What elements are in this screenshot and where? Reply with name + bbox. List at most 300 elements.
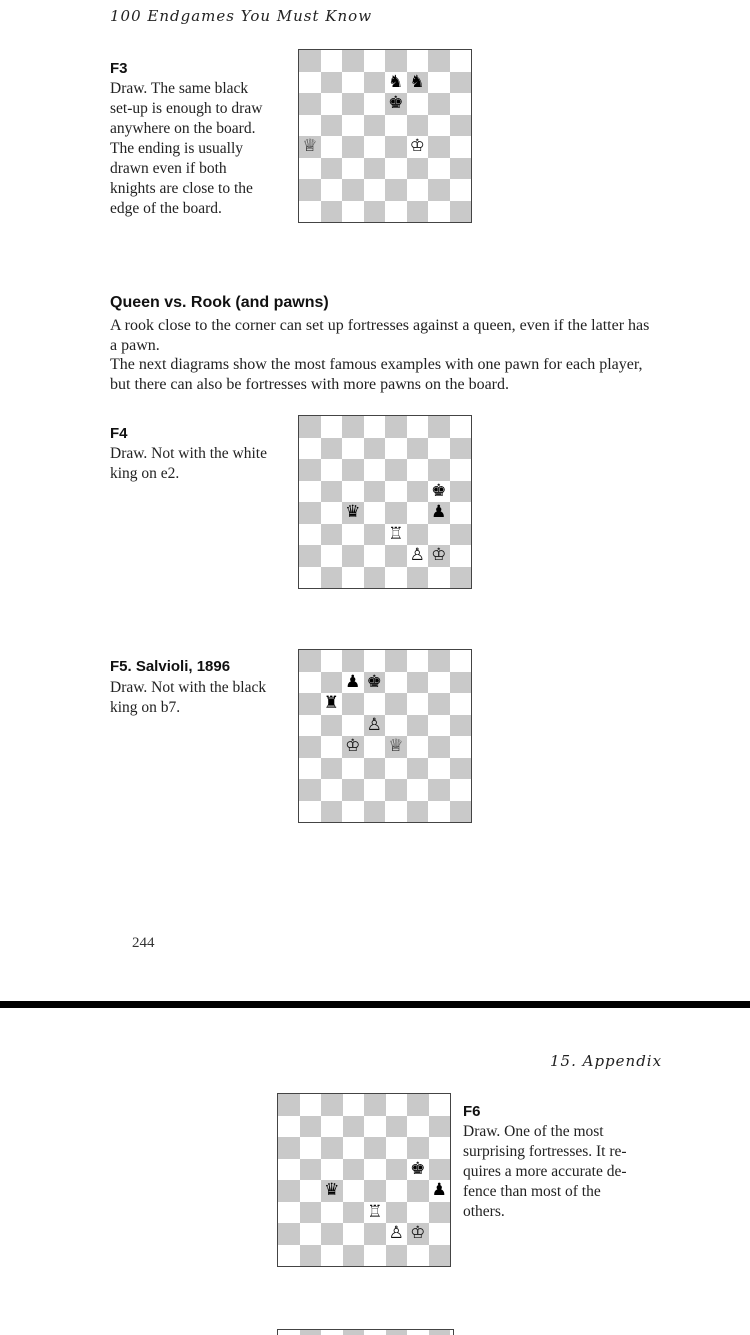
- square-f8: [407, 416, 429, 438]
- square-d4: [364, 736, 386, 758]
- square-h7: [450, 672, 472, 694]
- black-king-icon: ♚: [366, 671, 382, 692]
- square-d3: [343, 1202, 365, 1224]
- square-a5: [299, 715, 321, 737]
- square-b6: [321, 93, 343, 115]
- chessboard-f5: [298, 649, 472, 823]
- square-d6: [343, 1137, 365, 1159]
- square-f3: [407, 524, 429, 546]
- square-c2: [342, 545, 364, 567]
- square-a3: [299, 524, 321, 546]
- square-h2: [450, 545, 472, 567]
- square-d5: [343, 1159, 365, 1181]
- white-pawn-icon: ♙: [388, 1223, 404, 1244]
- square-e7: [385, 438, 407, 460]
- square-d7: [343, 1116, 365, 1138]
- square-e5: [385, 715, 407, 737]
- square-c5: [321, 1159, 343, 1181]
- square-g5: [428, 481, 450, 503]
- square-f1: [407, 567, 429, 589]
- square-c5: [342, 715, 364, 737]
- square-a7: [299, 438, 321, 460]
- square-g3: [407, 1202, 429, 1224]
- square-d1: [343, 1245, 365, 1267]
- square-b2: [321, 779, 343, 801]
- square-a1: [299, 201, 321, 223]
- square-e7: [385, 672, 407, 694]
- section-paragraph-2: [110, 355, 680, 394]
- square-f3: [407, 758, 429, 780]
- square-b3: [321, 524, 343, 546]
- square-c8: [342, 416, 364, 438]
- square-a6: [278, 1137, 300, 1159]
- white-king-icon: ♔: [409, 136, 425, 157]
- square-h2: [429, 1223, 451, 1245]
- square-a5: [299, 115, 321, 137]
- square-c4: [342, 136, 364, 158]
- square-b4: [321, 502, 343, 524]
- square-a2: [299, 779, 321, 801]
- square-e1: [385, 567, 407, 589]
- square-c1: [342, 801, 364, 823]
- square-h6: [429, 1137, 451, 1159]
- square-b1: [321, 201, 343, 223]
- square-h8: [450, 650, 472, 672]
- square-h3: [450, 758, 472, 780]
- square-e2: [385, 179, 407, 201]
- square-f2: [386, 1223, 408, 1245]
- diagram-caption-f3: [110, 79, 290, 219]
- square-e5: [385, 115, 407, 137]
- square-g7: [428, 672, 450, 694]
- square-g6: [428, 693, 450, 715]
- caption-line: Draw. The same black: [110, 80, 249, 97]
- square-f6: [407, 459, 429, 481]
- square-g4: [428, 736, 450, 758]
- caption-line: edge of the board.: [110, 200, 222, 217]
- square-b6: [300, 1137, 322, 1159]
- square-g7: [428, 438, 450, 460]
- square-g1: [428, 201, 450, 223]
- diagram-label-f5: F5. Salvioli, 1896: [110, 658, 231, 675]
- square-a7: [299, 672, 321, 694]
- white-rook-icon: ♖: [388, 523, 404, 544]
- square-c6: [342, 693, 364, 715]
- square-e6: [364, 1137, 386, 1159]
- square-d4: [364, 502, 386, 524]
- black-king-icon: ♚: [388, 93, 404, 114]
- square-d7: [364, 438, 386, 460]
- diagram-caption-f4: [110, 444, 290, 484]
- square-b6: [321, 693, 343, 715]
- black-knight-icon: ♞: [409, 71, 425, 92]
- square-c8: [342, 50, 364, 72]
- square-d3: [364, 158, 386, 180]
- square-c6: [342, 459, 364, 481]
- square-f5: [386, 1159, 408, 1181]
- square-g4: [428, 136, 450, 158]
- square-b4: [321, 136, 343, 158]
- square-d4: [343, 1180, 365, 1202]
- square-f5: [407, 115, 429, 137]
- square-g2: [407, 1223, 429, 1245]
- square-h1: [450, 201, 472, 223]
- square-b8: [321, 50, 343, 72]
- square-b8: [300, 1094, 322, 1116]
- square-d8: [364, 50, 386, 72]
- square-a6: [299, 459, 321, 481]
- square-g8: [407, 1094, 429, 1116]
- paragraph-line: The next diagrams show the most famous examples with one pawn for each player,: [110, 356, 643, 373]
- square-c3: [342, 758, 364, 780]
- square-f7: [407, 438, 429, 460]
- square-b8: [321, 650, 343, 672]
- square-e4: [385, 736, 407, 758]
- square-g6: [428, 93, 450, 115]
- square-a8: [299, 50, 321, 72]
- white-queen-icon: ♕: [302, 136, 318, 157]
- square-d6: [364, 93, 386, 115]
- square-h8: [450, 416, 472, 438]
- square-c4: [321, 1180, 343, 1202]
- square-a2: [299, 545, 321, 567]
- square-c4: [342, 736, 364, 758]
- black-pawn-icon: ♟: [431, 502, 447, 523]
- square-c6: [321, 1137, 343, 1159]
- square-e1: [385, 801, 407, 823]
- diagram-label-f3: F3: [110, 60, 128, 77]
- black-pawn-icon: ♟: [345, 671, 361, 692]
- square-h4: [450, 736, 472, 758]
- square-a1: [299, 567, 321, 589]
- square-g6: [428, 459, 450, 481]
- square-d2: [343, 1223, 365, 1245]
- square-e2: [385, 779, 407, 801]
- black-queen-icon: ♛: [345, 502, 361, 523]
- square-h6: [450, 459, 472, 481]
- caption-line: anywhere on the board.: [110, 120, 256, 137]
- square-c3: [342, 158, 364, 180]
- square-g8: [428, 416, 450, 438]
- square-f1: [407, 201, 429, 223]
- white-pawn-icon: ♙: [409, 545, 425, 566]
- square-h1: [450, 801, 472, 823]
- chessboard-f6: [277, 1093, 451, 1267]
- square-f1: [407, 801, 429, 823]
- square-h5: [450, 115, 472, 137]
- caption-line: king on e2.: [110, 465, 180, 482]
- square-f1: [386, 1245, 408, 1267]
- square-g2: [428, 779, 450, 801]
- square-c8: [321, 1094, 343, 1116]
- square-d8: [364, 650, 386, 672]
- square-b3: [321, 758, 343, 780]
- square-d1: [364, 801, 386, 823]
- square-h8: [450, 50, 472, 72]
- square-f8: [407, 650, 429, 672]
- square-g6: [407, 1137, 429, 1159]
- square-c6: [342, 93, 364, 115]
- square-g8: [428, 50, 450, 72]
- chessboard-partial: [277, 1329, 454, 1335]
- square-b3: [300, 1202, 322, 1224]
- white-rook-icon: ♖: [367, 1201, 383, 1222]
- square-g7: [428, 72, 450, 94]
- square-d7: [364, 72, 386, 94]
- square-g1: [428, 567, 450, 589]
- square-a4: [299, 736, 321, 758]
- square-d6: [364, 693, 386, 715]
- square-f6: [407, 693, 429, 715]
- square-b2: [300, 1223, 322, 1245]
- diagram-caption-f5: [110, 678, 290, 718]
- square-b5: [321, 115, 343, 137]
- black-queen-icon: ♛: [324, 1180, 340, 1201]
- chessboard-f3: [298, 49, 472, 223]
- square-b5: [321, 715, 343, 737]
- square-e7: [385, 72, 407, 94]
- diagram-label-f6: F6: [463, 1103, 481, 1120]
- square-d3: [364, 524, 386, 546]
- square-f6: [407, 93, 429, 115]
- caption-line: Draw. Not with the white: [110, 445, 267, 462]
- square-d1: [364, 567, 386, 589]
- square-c2: [342, 179, 364, 201]
- square-b5: [300, 1159, 322, 1181]
- square-a5: [278, 1159, 300, 1181]
- square-g7: [407, 1116, 429, 1138]
- square-f2: [407, 545, 429, 567]
- square-e5: [364, 1159, 386, 1181]
- square-b1: [321, 801, 343, 823]
- square-a3: [299, 758, 321, 780]
- square-d3: [364, 758, 386, 780]
- square-c3: [342, 524, 364, 546]
- square-c7: [342, 438, 364, 460]
- square-h8: [429, 1094, 451, 1116]
- square-e1: [364, 1245, 386, 1267]
- square-h7: [429, 1116, 451, 1138]
- square-h4: [450, 502, 472, 524]
- square-f8: [386, 1094, 408, 1116]
- square-c8: [342, 650, 364, 672]
- square-b7: [321, 72, 343, 94]
- square-h1: [429, 1245, 451, 1267]
- black-rook-icon: ♜: [323, 693, 339, 714]
- square-a3: [278, 1202, 300, 1224]
- square-e3: [385, 158, 407, 180]
- square-e6: [385, 693, 407, 715]
- square-a3: [299, 158, 321, 180]
- square-f4: [407, 136, 429, 158]
- square-h4: [450, 136, 472, 158]
- square-d2: [364, 179, 386, 201]
- diagram-label-f4: F4: [110, 425, 128, 442]
- square-c5: [342, 115, 364, 137]
- square-e4: [385, 502, 407, 524]
- square-f4: [386, 1180, 408, 1202]
- running-head-bottom: 15. Appendix: [550, 1052, 663, 1070]
- square-d6: [364, 459, 386, 481]
- square-g8: [428, 650, 450, 672]
- square-h7: [450, 72, 472, 94]
- square-f7: [407, 672, 429, 694]
- square-g2: [428, 545, 450, 567]
- square-b4: [300, 1180, 322, 1202]
- square-e7: [364, 1116, 386, 1138]
- square-f7: [407, 72, 429, 94]
- white-king-icon: ♔: [345, 736, 361, 757]
- square-a1: [299, 801, 321, 823]
- square-d2: [364, 545, 386, 567]
- square-b2: [321, 179, 343, 201]
- square-g4: [428, 502, 450, 524]
- square-h3: [450, 158, 472, 180]
- square-d5: [364, 481, 386, 503]
- square-e2: [364, 1223, 386, 1245]
- square-e3: [364, 1202, 386, 1224]
- square-g5: [407, 1159, 429, 1181]
- square-f8: [407, 50, 429, 72]
- square-g5: [428, 715, 450, 737]
- square-d5: [364, 115, 386, 137]
- square-d7: [364, 672, 386, 694]
- square-d8: [364, 416, 386, 438]
- square-h5: [429, 1159, 451, 1181]
- square-g3: [428, 158, 450, 180]
- square-e2: [385, 545, 407, 567]
- square-e4: [364, 1180, 386, 1202]
- square-e3: [385, 524, 407, 546]
- square-a8: [278, 1094, 300, 1116]
- square-f2: [407, 179, 429, 201]
- square-b7: [321, 672, 343, 694]
- square-c7: [342, 672, 364, 694]
- square-h6: [450, 93, 472, 115]
- square-h3: [429, 1202, 451, 1224]
- square-a1: [278, 1245, 300, 1267]
- square-h2: [450, 179, 472, 201]
- square-e8: [385, 50, 407, 72]
- square-f4: [407, 502, 429, 524]
- square-a7: [278, 1116, 300, 1138]
- square-b6: [321, 459, 343, 481]
- caption-line: Draw. One of the most: [463, 1123, 604, 1140]
- square-a2: [299, 179, 321, 201]
- caption-line: king on b7.: [110, 699, 181, 716]
- caption-line: fence than most of the: [463, 1183, 601, 1200]
- square-e8: [385, 416, 407, 438]
- diagram-caption-f6: [463, 1122, 663, 1222]
- square-e1: [385, 201, 407, 223]
- section-title: Queen vs. Rook (and pawns): [110, 294, 329, 311]
- paragraph-line: a pawn.: [110, 336, 160, 354]
- square-c7: [321, 1116, 343, 1138]
- square-d4: [364, 136, 386, 158]
- square-c7: [342, 72, 364, 94]
- square-g3: [428, 524, 450, 546]
- square-a2: [278, 1223, 300, 1245]
- square-c1: [342, 201, 364, 223]
- black-pawn-icon: ♟: [431, 1180, 447, 1201]
- square-e8: [385, 650, 407, 672]
- square-h6: [450, 693, 472, 715]
- white-king-icon: ♔: [431, 545, 447, 566]
- square-c2: [342, 779, 364, 801]
- page-divider: [0, 1001, 750, 1008]
- square-f5: [407, 715, 429, 737]
- square-a8: [299, 650, 321, 672]
- square-h7: [450, 438, 472, 460]
- square-c2: [321, 1223, 343, 1245]
- white-king-icon: ♔: [410, 1223, 426, 1244]
- paragraph-line: but there can also be fortresses with more pawns on the board.: [110, 375, 509, 393]
- black-king-icon: ♚: [410, 1158, 426, 1179]
- black-king-icon: ♚: [431, 480, 447, 501]
- caption-line: set-up is enough to draw: [110, 100, 263, 117]
- square-a4: [299, 136, 321, 158]
- square-c4: [342, 502, 364, 524]
- square-c3: [321, 1202, 343, 1224]
- square-h5: [450, 481, 472, 503]
- square-b8: [321, 416, 343, 438]
- square-h1: [450, 567, 472, 589]
- square-b2: [321, 545, 343, 567]
- square-g4: [407, 1180, 429, 1202]
- square-b7: [300, 1116, 322, 1138]
- caption-line: knights are close to the: [110, 180, 253, 197]
- square-b1: [321, 567, 343, 589]
- white-pawn-icon: ♙: [366, 714, 382, 735]
- square-d1: [364, 201, 386, 223]
- square-d5: [364, 715, 386, 737]
- square-f5: [407, 481, 429, 503]
- square-d8: [343, 1094, 365, 1116]
- square-a6: [299, 93, 321, 115]
- square-h5: [450, 715, 472, 737]
- square-h3: [450, 524, 472, 546]
- square-b7: [321, 438, 343, 460]
- square-f4: [407, 736, 429, 758]
- square-f3: [407, 158, 429, 180]
- square-h2: [450, 779, 472, 801]
- square-e4: [385, 136, 407, 158]
- square-g5: [428, 115, 450, 137]
- square-e8: [364, 1094, 386, 1116]
- paragraph-line: A rook close to the corner can set up fortresses against a queen, even if the latter has: [110, 317, 650, 334]
- square-f3: [386, 1202, 408, 1224]
- square-e6: [385, 93, 407, 115]
- chessboard-f4: [298, 415, 472, 589]
- square-e3: [385, 758, 407, 780]
- square-a4: [299, 502, 321, 524]
- square-a6: [299, 693, 321, 715]
- square-h4: [429, 1180, 451, 1202]
- square-b5: [321, 481, 343, 503]
- white-queen-icon: ♕: [388, 736, 404, 757]
- square-a5: [299, 481, 321, 503]
- caption-line: quires a more accurate de-: [463, 1163, 627, 1180]
- caption-line: drawn even if both: [110, 160, 227, 177]
- square-g1: [428, 801, 450, 823]
- caption-line: Draw. Not with the black: [110, 679, 267, 696]
- square-d2: [364, 779, 386, 801]
- caption-line: The ending is usually: [110, 140, 244, 157]
- square-c1: [342, 567, 364, 589]
- square-b3: [321, 158, 343, 180]
- square-f7: [386, 1116, 408, 1138]
- square-e6: [385, 459, 407, 481]
